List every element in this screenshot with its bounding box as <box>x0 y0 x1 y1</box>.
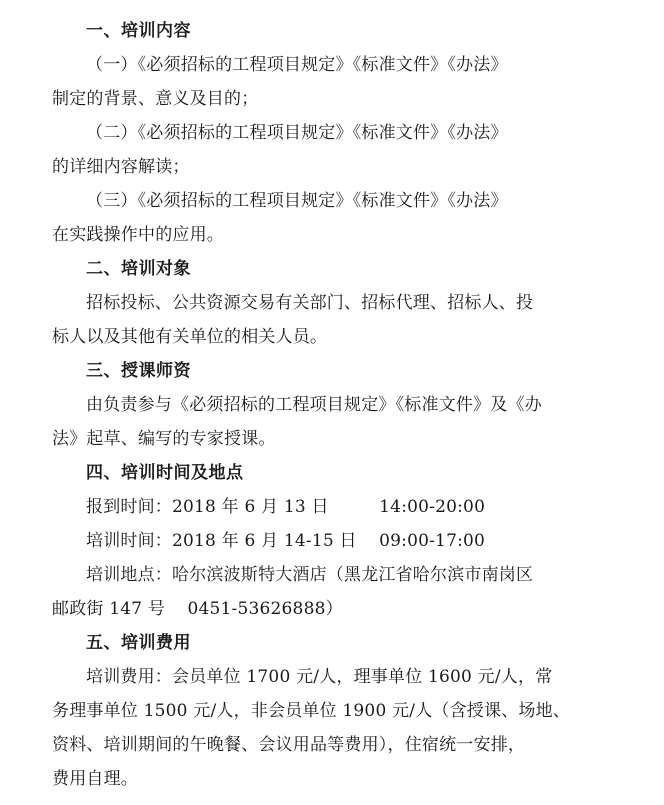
report-time-line: 报到时间：2018 年 6 月 13 日 14:00-20:00 <box>86 497 486 517</box>
paragraph-line: 的详细内容解读； <box>52 157 190 177</box>
paragraph-line: （一）《必须招标的工程项目规定》《标准文件》《办法》 <box>86 55 508 75</box>
section-training-content <box>52 14 612 252</box>
venue-address-line: 邮政街 147 号 0451-53626888） <box>52 599 343 619</box>
paragraph-line: 法》起草、编写的专家授课。 <box>52 429 276 449</box>
section-time-and-place <box>52 456 612 626</box>
paragraph-line: 由负责参与《必须招标的工程项目规定》《标准文件》及《办 <box>86 395 542 415</box>
paragraph-line: 资料、培训期间的午晚餐、会议用品等费用），住宿统一安排， <box>52 735 526 755</box>
venue-line: 培训地点：哈尔滨波斯特大酒店（黑龙江省哈尔滨市南岗区 <box>86 565 534 585</box>
paragraph-line: （三）《必须招标的工程项目规定》《标准文件》《办法》 <box>86 191 508 211</box>
section-training-audience <box>52 252 612 354</box>
paragraph-line: （二）《必须招标的工程项目规定》《标准文件》《办法》 <box>86 123 508 143</box>
section-heading: 五、培训费用 <box>86 633 191 653</box>
training-time-line: 培训时间：2018 年 6 月 14-15 日 09:00-17:00 <box>86 531 486 551</box>
section-heading: 一、培训内容 <box>86 21 191 41</box>
paragraph-line: 标人以及其他有关单位的相关人员。 <box>52 327 328 347</box>
section-heading: 二、培训对象 <box>86 259 191 279</box>
paragraph-line: 务理事单位 1500 元/人，非会员单位 1900 元/人（含授课、场地、 <box>52 701 570 721</box>
section-instructors <box>52 354 612 456</box>
paragraph-line: 招标投标、公共资源交易有关部门、招标代理、招标人、投 <box>86 293 534 313</box>
paragraph-line: 制定的背景、意义及目的； <box>52 89 259 109</box>
section-heading: 四、培训时间及地点 <box>86 463 244 483</box>
paragraph-line: 培训费用：会员单位 1700 元/人，理事单位 1600 元/人，常 <box>86 667 553 687</box>
section-fees <box>52 626 612 796</box>
paragraph-line: 在实践操作中的应用。 <box>52 225 224 245</box>
paragraph-line: 费用自理。 <box>52 769 138 789</box>
section-heading: 三、授课师资 <box>86 361 191 381</box>
